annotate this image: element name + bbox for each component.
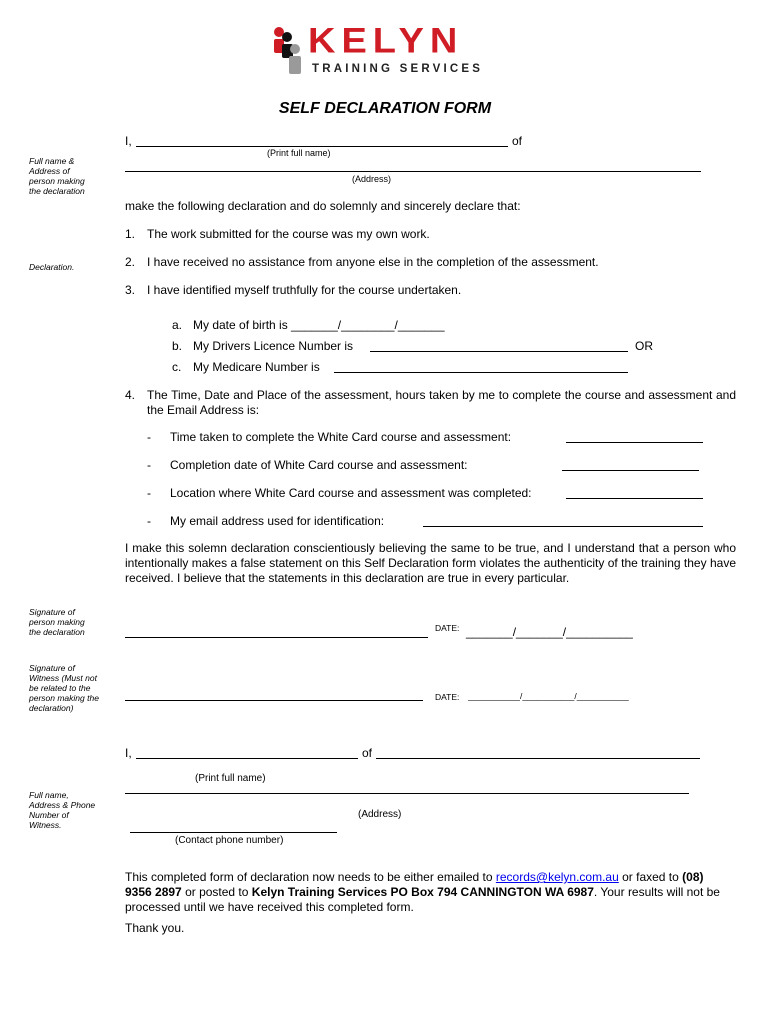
location-field[interactable] bbox=[566, 498, 703, 499]
location-label: Location where White Card course and assessment was completed: bbox=[170, 486, 532, 500]
item-2-text: I have received no assistance from anyone else in the completion of the assessment. bbox=[147, 255, 599, 269]
item-1-number: 1. bbox=[125, 227, 136, 241]
footer-instructions bbox=[125, 870, 725, 915]
footer-thanks: Thank you. bbox=[125, 921, 185, 935]
person-signature-field[interactable] bbox=[125, 637, 428, 638]
sub-item-b-letter: b. bbox=[172, 339, 183, 353]
time-taken-label: Time taken to complete the White Card course and assessment: bbox=[170, 430, 512, 444]
sidebar-full-name-address: Full name & Address of person making the declaration bbox=[29, 156, 85, 196]
dash-2: - bbox=[147, 458, 151, 472]
witness-contact-field[interactable] bbox=[130, 832, 337, 833]
declarant-name-field[interactable] bbox=[136, 146, 508, 147]
footer-postal: Kelyn Training Services PO Box 794 CANNINGTON WA 6987 bbox=[251, 885, 594, 899]
completion-date-label: Completion date of White Card course and assessment: bbox=[170, 458, 468, 472]
item-3-text: I have identified myself truthfully for the course undertaken. bbox=[147, 283, 462, 297]
declarant-print-name-caption: (Print full name) bbox=[267, 148, 331, 158]
declarant-address-field[interactable] bbox=[125, 171, 701, 172]
sub-item-a-letter: a. bbox=[172, 318, 183, 332]
sidebar-declaration: Declaration. bbox=[29, 262, 75, 272]
witness-date-label: DATE: bbox=[435, 692, 460, 702]
footer-text-3: or posted to bbox=[181, 885, 252, 899]
completion-date-field[interactable] bbox=[562, 470, 699, 471]
item-4-number: 4. bbox=[125, 388, 136, 402]
item-4-text: The Time, Date and Place of the assessment, hours taken by me to complete the course and assessment and the Email Address is: bbox=[147, 388, 736, 417]
solemn-declaration: I make this solemn declaration conscientiously believing the same to be true, and I understand that a person who intentionally makes a false statement on this Self Declaration form violates the authenticity of the training they have received. I believe that the statements in this declaration are true in every particular. bbox=[125, 541, 736, 585]
witness-of-field[interactable] bbox=[376, 758, 700, 759]
logo bbox=[270, 22, 510, 78]
dob-field[interactable]: My date of birth is _______/________/_______ bbox=[193, 318, 445, 332]
item-1-text: The work submitted for the course was my own work. bbox=[147, 227, 430, 241]
time-taken-field[interactable] bbox=[566, 442, 703, 443]
witness-print-name-caption: (Print full name) bbox=[195, 773, 266, 784]
dash-1: - bbox=[147, 430, 151, 444]
declarant-address-caption: (Address) bbox=[352, 174, 392, 184]
item-2-number: 2. bbox=[125, 255, 136, 269]
witness-of-label: of bbox=[362, 746, 373, 760]
dash-3: - bbox=[147, 486, 151, 500]
declarant-of-label: of bbox=[512, 134, 523, 148]
witness-address-field[interactable] bbox=[125, 793, 689, 794]
logo-brand: KELYN bbox=[308, 22, 464, 61]
email-field[interactable] bbox=[423, 526, 703, 527]
sidebar-signature-person: Signature of person making the declaration bbox=[29, 607, 85, 637]
email-label: My email address used for identification: bbox=[170, 514, 385, 528]
witness-date-field[interactable]: ___________/___________/___________ bbox=[468, 691, 629, 701]
page-title: SELF DECLARATION FORM bbox=[278, 100, 492, 117]
witness-contact-caption: (Contact phone number) bbox=[175, 835, 284, 846]
sidebar-full-name-witness: Full name, Address & Phone Number of Witness. bbox=[29, 790, 96, 830]
person-date-field[interactable]: _______/_______/__________ bbox=[466, 625, 633, 639]
footer-text-1: This completed form of declaration now needs to be either emailed to bbox=[125, 870, 496, 884]
witness-i-label: I, bbox=[125, 746, 132, 760]
footer-fax: (08) 9356 2897 bbox=[125, 870, 704, 899]
licence-field[interactable] bbox=[370, 351, 628, 352]
medicare-field[interactable] bbox=[334, 372, 628, 373]
dash-4: - bbox=[147, 514, 151, 528]
medicare-label: My Medicare Number is bbox=[193, 360, 320, 374]
licence-or: OR bbox=[635, 339, 653, 353]
footer-email-link[interactable]: records@kelyn.com.au bbox=[495, 870, 619, 884]
witness-signature-field[interactable] bbox=[125, 700, 423, 701]
item-3-number: 3. bbox=[125, 283, 136, 297]
witness-name-field[interactable] bbox=[136, 758, 358, 759]
footer-text-2: or faxed to bbox=[618, 870, 683, 884]
logo-subtitle: TRAINING SERVICES bbox=[312, 63, 484, 75]
declarant-i-label: I, bbox=[125, 134, 132, 148]
sidebar-signature-witness: Signature of Witness (Must not be related to the person making the declaration) bbox=[29, 663, 99, 713]
logo-figure-icon bbox=[270, 24, 304, 76]
person-date-label: DATE: bbox=[435, 623, 460, 633]
witness-address-caption: (Address) bbox=[358, 809, 402, 820]
sub-item-c-letter: c. bbox=[172, 360, 182, 374]
licence-label: My Drivers Licence Number is bbox=[193, 339, 354, 353]
declaration-intro: make the following declaration and do solemnly and sincerely declare that: bbox=[125, 199, 521, 213]
footer-text-4: . Your results will not be processed until we have received this completed form. bbox=[125, 885, 720, 914]
